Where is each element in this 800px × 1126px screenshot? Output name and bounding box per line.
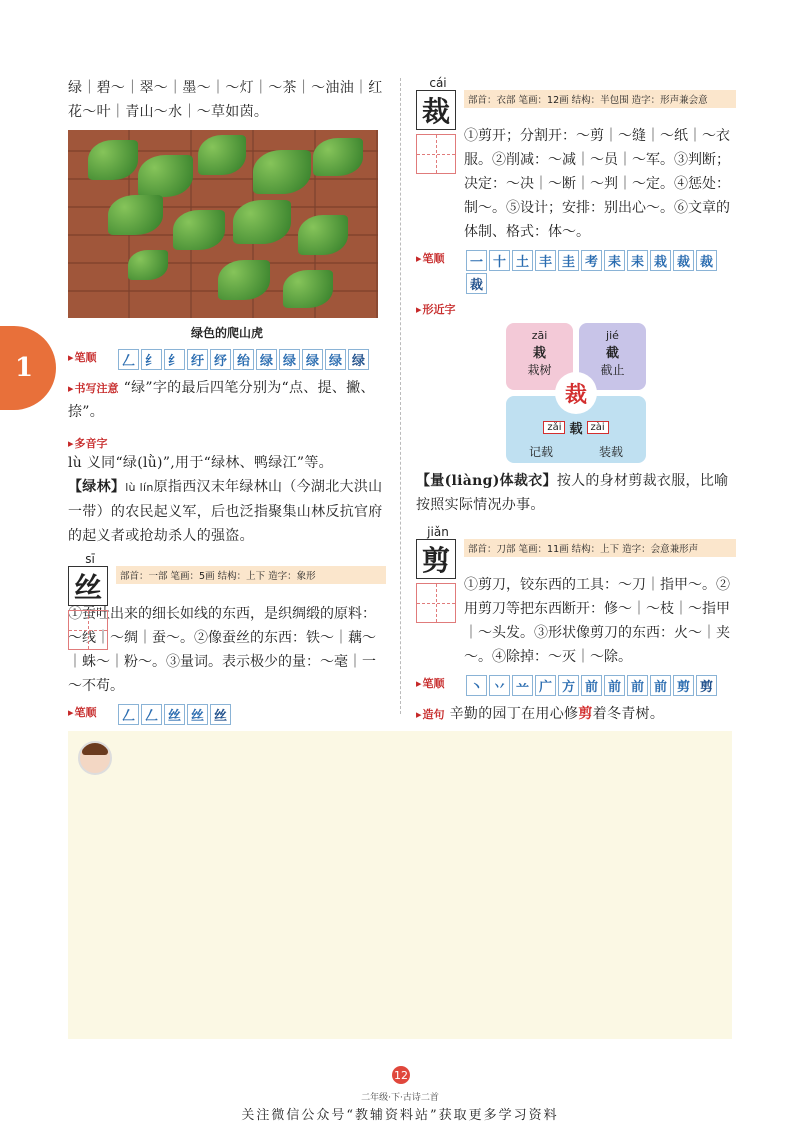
lv-stroke-order — [68, 349, 386, 370]
polyphone-text: lù 义同“绿(lǜ)”,用于“绿林、鸭绿江”等。 — [68, 455, 333, 471]
si-meta: 部首：一部 笔画：5画 结构：上下 造字：象形 — [116, 566, 386, 584]
si-stroke-cell: 丝 — [210, 704, 231, 725]
teacher-avatar — [78, 741, 112, 775]
jian-stroke-cell: 丷 — [489, 675, 510, 696]
stroke-label: ▸ 笔顺 — [68, 704, 118, 720]
cai-stroke-cell: 裁 — [696, 250, 717, 271]
lv-stroke-cell: 𠃋 — [118, 349, 139, 370]
lv-stroke-cell: 绿 — [302, 349, 323, 370]
cai-stroke-cell: 裁 — [466, 273, 487, 294]
column-divider — [400, 78, 401, 714]
jian-stroke-cell: 前 — [650, 675, 671, 696]
similar-zai-carry: zǎi 载 zài 记载 装载 — [506, 396, 646, 463]
si-definition: ①蚕吐出来的细长如线的东西，是织绸缎的原料：～线｜～绸｜蚕～。②像蚕丝的东西：铁～｜藕～｜蛛～｜粉～。③量词。表示极少的量：～毫｜一～不苟。 — [68, 606, 376, 694]
cai-stroke-order — [416, 250, 736, 294]
jian-stroke-cell: 前 — [627, 675, 648, 696]
ivy-photo — [68, 130, 378, 318]
grade-line: 二年级·下·古诗二首 — [361, 1093, 439, 1103]
jian-meta: 部首：刀部 笔画：11画 结构：上下 造字：会意兼形声 — [464, 539, 736, 557]
photo-caption: 绿色的爬山虎 — [190, 326, 263, 340]
notes-box — [68, 731, 732, 1039]
cai-stroke-cell: 耒 — [627, 250, 648, 271]
right-column — [416, 76, 736, 726]
left-column — [68, 76, 386, 729]
stroke-label: ▸ 笔顺 — [416, 250, 466, 266]
lv-stroke-cell: 纡 — [187, 349, 208, 370]
si-char: 丝 — [68, 566, 108, 606]
jian-practice-grid — [416, 583, 456, 623]
jian-definition: ①剪刀，铰东西的工具：～刀｜指甲～。②用剪刀等把东西断开：修～｜～枝｜～指甲｜～头发。③形状像剪刀的东西：火～｜夹～。④除掉：～灭｜～除。 — [464, 577, 730, 665]
cai-char: 裁 — [416, 90, 456, 130]
lv-stroke-cell: 纟 — [141, 349, 162, 370]
writing-note-text: “绿”字的最后四笔分别为“点、提、撇、捺”。 — [68, 380, 375, 420]
cai-pinyin: cái — [429, 76, 447, 90]
jian-char: 剪 — [416, 539, 456, 579]
cai-stroke-cell: 裁 — [673, 250, 694, 271]
cai-stroke-cell: 丰 — [535, 250, 556, 271]
si-stroke-cell: 丝 — [164, 704, 185, 725]
cai-stroke-cell: 栽 — [650, 250, 671, 271]
lv-stroke-cell: 绿 — [256, 349, 277, 370]
idiom-text: 按人的身材剪裁衣服，比喻按照实际情况办事。 — [416, 473, 729, 513]
lv-word-list: 绿｜碧～｜翠～｜墨～｜～灯｜～茶｜～油油｜红花～叶｜青山～水｜～草如茵。 — [68, 80, 383, 120]
jian-stroke-order — [416, 675, 736, 696]
lulin-pinyin: lù lín — [125, 481, 154, 494]
unit-number: 1 — [14, 353, 34, 383]
jian-stroke-cell: 方 — [558, 675, 579, 696]
jian-stroke-cell: 剪 — [673, 675, 694, 696]
lv-stroke-cell: 纾 — [210, 349, 231, 370]
si-pinyin: sī — [85, 552, 95, 566]
cai-stroke-cell: 圭 — [558, 250, 579, 271]
cai-stroke-cell: 十 — [489, 250, 510, 271]
si-stroke-cell: 𠃋 — [118, 704, 139, 725]
similar-center-char: 裁 — [555, 372, 597, 414]
sentence-before: 辛勤的园丁在用心修 — [449, 706, 579, 722]
cai-stroke-cell: 一 — [466, 250, 487, 271]
cai-stroke-cell: 土 — [512, 250, 533, 271]
example-sentence — [416, 702, 736, 726]
jian-stroke-cell: 前 — [581, 675, 602, 696]
lulin-term: 【绿林】 — [68, 479, 126, 495]
jian-stroke-cell: 䒑 — [512, 675, 533, 696]
page-number: 12 — [392, 1066, 410, 1084]
si-stroke-cell: 𠃋 — [141, 704, 162, 725]
similar-jie: jié 截 截止 — [579, 323, 646, 390]
similar-label: ▸ 形近字 — [416, 301, 456, 317]
stroke-label: ▸ 笔顺 — [416, 675, 466, 691]
polyphone-label: ▸ 多音字 — [68, 435, 108, 451]
si-stroke-order — [68, 704, 386, 725]
cai-definition: ①剪开；分割开：～剪｜～缝｜～纸｜～衣服。②削减：～减｜～员｜～军。③判断；决定：～决｜～断｜～判｜～定。④惩处：制～。⑤设计；安排：别出心～。⑥文章的体制、格式：体～。 — [464, 128, 730, 240]
similar-chars-diagram — [506, 323, 646, 463]
cai-stroke-cell: 耒 — [604, 250, 625, 271]
footer-text: 关注微信公众号“教辅资料站”获取更多学习资料 — [241, 1108, 559, 1123]
jian-stroke-cell: 剪 — [696, 675, 717, 696]
stroke-label: ▸ 笔顺 — [68, 349, 118, 365]
si-practice-grid — [68, 610, 108, 650]
cai-stroke-cell: 考 — [581, 250, 602, 271]
sentence-highlight: 剪 — [578, 706, 593, 722]
unit-badge — [0, 326, 56, 410]
sentence-after: 着冬青树。 — [592, 706, 665, 722]
jian-stroke-cell: 前 — [604, 675, 625, 696]
jian-pinyin: jiǎn — [427, 525, 449, 539]
cai-practice-grid — [416, 134, 456, 174]
jian-stroke-cell: 丶 — [466, 675, 487, 696]
sentence-label: ▸ 造句 — [416, 706, 445, 722]
idiom-entry — [416, 469, 736, 517]
lv-stroke-cell: 绿 — [279, 349, 300, 370]
lv-stroke-cell: 绿 — [325, 349, 346, 370]
lulin-text: 原指西汉末年绿林山（今湖北大洪山一带）的农民起义军，后也泛指聚集山林反抗官府的起义者或抢劫杀人的强盗。 — [68, 479, 383, 544]
lv-stroke-cell: 绿 — [348, 349, 369, 370]
idiom-term: 【量(liàng)体裁衣】 — [416, 473, 557, 489]
cai-meta: 部首：衣部 笔画：12画 结构：半包围 造字：形声兼会意 — [464, 90, 736, 108]
writing-note-label: ▸ 书写注意 — [68, 380, 119, 396]
similar-zai-plant: zāi 栽 栽树 — [506, 323, 573, 390]
writing-note — [68, 376, 386, 424]
si-stroke-cell: 丝 — [187, 704, 208, 725]
lulin-entry — [68, 475, 386, 548]
lv-stroke-cell: 纟 — [164, 349, 185, 370]
lv-stroke-cell: 绐 — [233, 349, 254, 370]
jian-stroke-cell: 广 — [535, 675, 556, 696]
